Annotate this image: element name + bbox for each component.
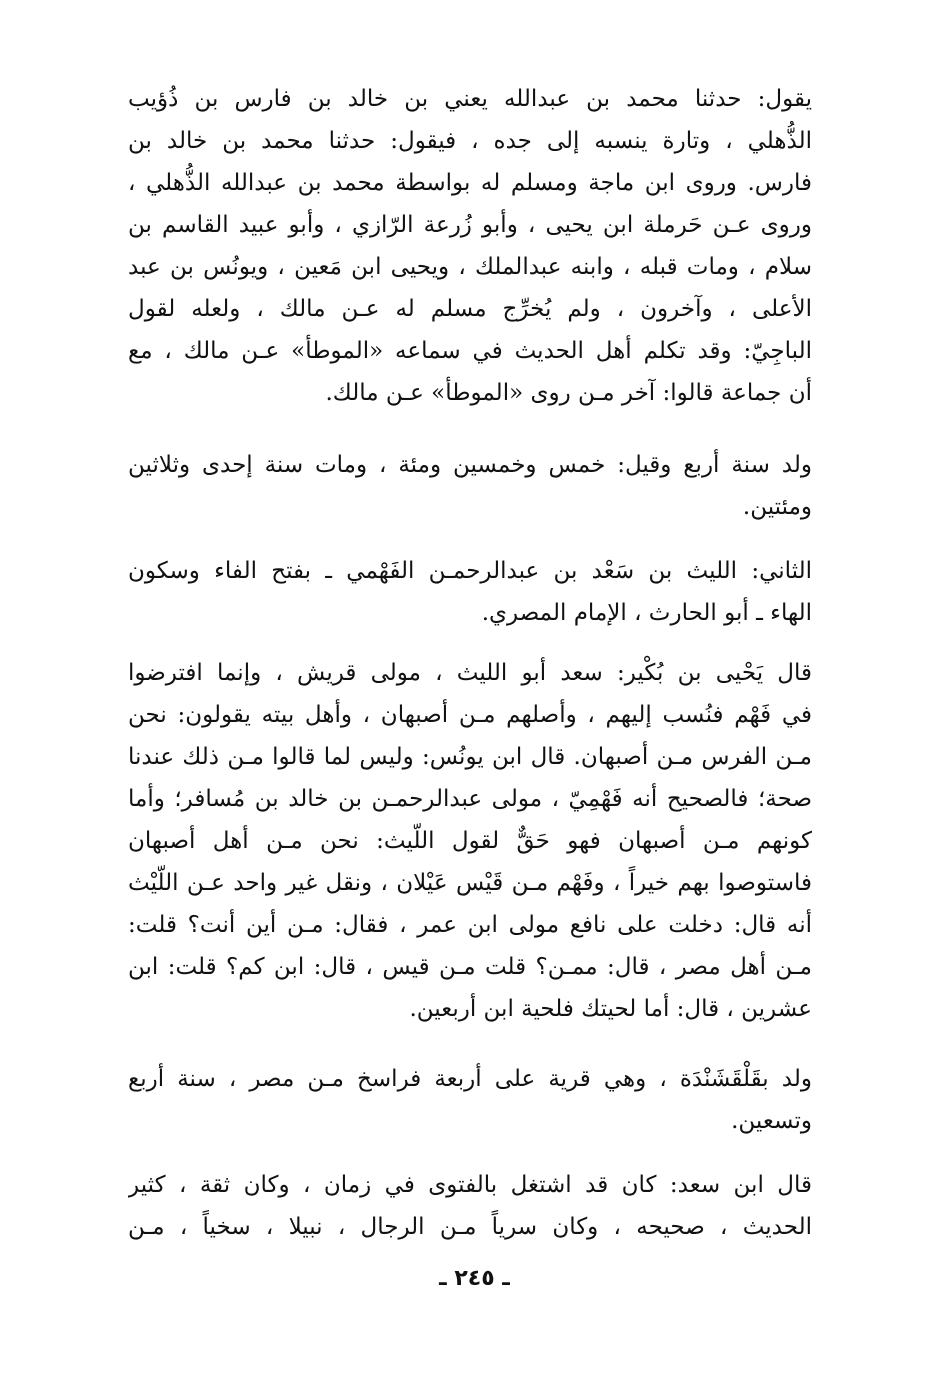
text-line: ولد سنة أربع وقيل: خمس وخمسين ومئة ، ومات سنة إحدى وثلاثين (128, 452, 812, 478)
paragraph-birth-death (128, 444, 812, 528)
paragraph-al-layth-birth (128, 1058, 812, 1142)
text-line: الثاني: الليث بن سَعْد بن عبدالرحمـن الفَهْمي ـ بفتح الفاء وسكون (128, 558, 812, 584)
text-line: أن جماعة قالوا: آخر مـن روى «الموطأ» عـن مالك. (325, 380, 812, 406)
paragraph-muhammad-bin-khalid (128, 78, 812, 414)
paragraph-al-layth-intro (128, 550, 812, 634)
text-line: الذُّهلي ، وتارة ينسبه إلى جده ، فيقول: حدثنا محمد بن خالد بن (128, 128, 812, 154)
text-line: مـن أهل مصر ، قال: ممـن؟ قلت مـن قيس ، قال: ابن كم؟ قلت: ابن (128, 954, 812, 980)
text-line: الأعلى ، وآخرون ، ولم يُخرِّج مسلم له عـن مالك ، ولعله لقول (128, 296, 812, 322)
text-line: في فَهْم فنُسب إليهم ، وأصلهم مـن أصبهان ، وأهل بيته يقولون: نحن (128, 702, 812, 728)
text-line: ومئتين. (742, 494, 812, 520)
text-line: الهاء ـ أبو الحارث ، الإمام المصري. (481, 600, 812, 626)
text-line: ولد بقَلْقَشَنْدَة ، وهي قرية على أربعة فراسخ مـن مصر ، سنة أربع (128, 1066, 812, 1092)
paragraph-al-layth-origin (128, 652, 812, 1030)
text-line: كونهم مـن أصبهان فهو حَقٌّ لقول اللّيث: نحن مـن أهل أصبهان (128, 828, 812, 854)
text-line: وروى عـن حَرملة ابن يحيى ، وأبو زُرعة الرّازي ، وأبو عبيد القاسم بن (128, 212, 812, 238)
text-line: قال يَحْيى بن بُكْير: سعد أبو الليث ، مولى قريش ، وإنما افترضوا (128, 660, 812, 686)
paragraph-ibn-saad (128, 1164, 812, 1248)
text-line: صحة؛ فالصحيح أنه فَهْمِيّ ، مولى عبدالرحمـن بن خالد بن مُسافر؛ وأما (128, 786, 812, 812)
text-line: عشرين ، قال: أما لحيتك فلحية ابن أربعين. (409, 996, 812, 1022)
text-line: وتسعين. (731, 1108, 812, 1134)
text-line: أنه قال: دخلت على نافع مولى ابن عمر ، فقال: مـن أين أنت؟ قلت: (128, 912, 812, 938)
text-line: فارس. وروى ابن ماجة ومسلم له بواسطة محمد بن عبدالله الذُّهلي ، (128, 170, 812, 196)
text-line: الباجِيّ: وقد تكلم أهل الحديث في سماعه «الموطأ» عـن مالك ، مع (128, 338, 812, 364)
text-line: فاستوصوا بهم خيراً ، وفَهْم مـن قَيْس عَيْلان ، ونقل غير واحد عـن اللّيْث (128, 870, 812, 896)
text-line: يقول: حدثنا محمد بن عبدالله يعني بن خالد بن فارس بن ذُؤيب (128, 86, 812, 112)
text-line: الحديث ، صحيحه ، وكان سرياً مـن الرجال ، نبيلا ، سخياً ، مـن (128, 1214, 812, 1240)
text-line: قال ابن سعد: كان قد اشتغل بالفتوى في زمان ، وكان ثقة ، كثير (128, 1172, 812, 1198)
text-line: سلام ، ومات قبله ، وابنه عبدالملك ، ويحيى ابن مَعين ، ويونُس بن عبد (128, 254, 812, 280)
text-line: مـن الفرس مـن أصبهان. قال ابن يونُس: وليس لما قالوا مـن ذلك عندنا (128, 744, 812, 770)
page-number: ـ ٢٤٥ ـ (439, 1266, 510, 1291)
